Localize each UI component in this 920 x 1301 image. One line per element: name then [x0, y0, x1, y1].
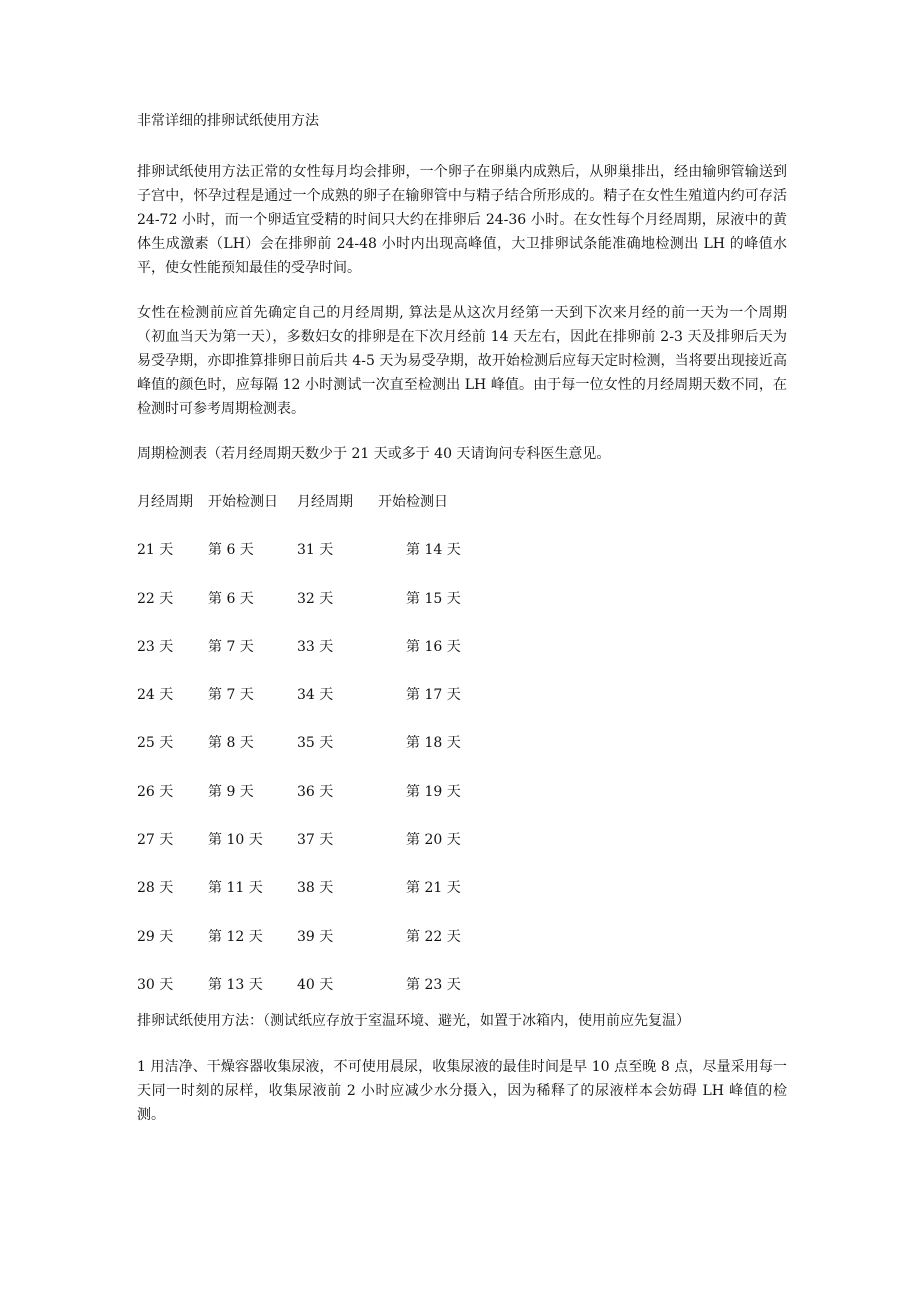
- table-row: [137, 683, 787, 731]
- table-cell: 25 天: [137, 735, 174, 752]
- table-cell: 39 天: [297, 928, 334, 945]
- table-row: [137, 538, 787, 586]
- table-cell: 24 天: [137, 687, 174, 704]
- table-cell: 第 10 天: [208, 832, 263, 849]
- table-header-row: [137, 490, 787, 538]
- table-cell: 第 13 天: [208, 976, 263, 993]
- table-cell: 33 天: [297, 638, 334, 655]
- table-cell: 32 天: [297, 590, 334, 607]
- table-cell: 第 22 天: [406, 928, 461, 945]
- table-cell: 29 天: [137, 928, 174, 945]
- table-cell: 22 天: [137, 590, 174, 607]
- table-row: [137, 828, 787, 876]
- table-cell: 26 天: [137, 783, 174, 800]
- table-caption: 周期检测表（若月经周期天数少于 21 天或多于 40 天请询问专科医生意见。: [137, 446, 611, 462]
- table-cell: 第 11 天: [208, 880, 263, 897]
- table-cell: 27 天: [137, 832, 174, 849]
- table-cell: 31 天: [297, 542, 334, 559]
- table-cell: 第 12 天: [208, 928, 263, 945]
- table-row: [137, 876, 787, 924]
- intro-paragraph: 排卵试纸使用方法正常的女性每月均会排卵，一个卵子在卵巢内成熟后，从卵巢排出，经由输卵管输送到子宫中，怀孕过程是通过一个成熟的卵子在输卵管中与精子结合所形成的。精子在女性生殖道内约可存活 24-72 小时，而一个卵适宜受精的时间只大约在排卵后 24-36 小时。在女性每个月经周期，尿液中的黄体生成激素（LH）会在排卵前 24-48 小时内出现高峰值，大卫排卵试条能准确地检测出 LH 的峰值水平，使女性能预知最佳的受孕时间。: [137, 164, 787, 276]
- table-cell: 第 6 天: [208, 590, 254, 607]
- table-cell: 28 天: [137, 880, 174, 897]
- table-header-cell: 开始检测日: [378, 494, 448, 510]
- table-cell: 第 19 天: [406, 783, 461, 800]
- table-cell: 第 23 天: [406, 976, 461, 993]
- table-cell: 第 16 天: [406, 638, 461, 655]
- table-cell: 第 14 天: [406, 542, 461, 559]
- table-cell: 35 天: [297, 735, 334, 752]
- table-cell: 38 天: [297, 880, 334, 897]
- document-page: [137, 108, 787, 1127]
- table-header-cell: 月经周期: [137, 494, 193, 510]
- table-cell: 第 8 天: [208, 735, 254, 752]
- usage-step-1: 1 用洁净、干燥容器收集尿液，不可使用晨尿，收集尿液的最佳时间是早 10 点至晚 8 点，尽量采用每一天同一时刻的尿样，收集尿液前 2 小时应减少水分摄入，因为稀释了的尿液样本会妨碍 LH 峰值的检测。: [137, 1059, 787, 1124]
- table-cell: 21 天: [137, 542, 174, 559]
- table-header-cell: 月经周期: [297, 494, 353, 510]
- table-row: [137, 925, 787, 973]
- table-cell: 36 天: [297, 783, 334, 800]
- table-cell: 第 7 天: [208, 687, 254, 704]
- table-cell: 40 天: [297, 976, 334, 993]
- table-cell: 第 18 天: [406, 735, 461, 752]
- table-row: [137, 731, 787, 779]
- table-cell: 30 天: [137, 976, 174, 993]
- table-row: [137, 635, 787, 683]
- table-cell: 23 天: [137, 638, 174, 655]
- table-cell: 第 7 天: [208, 638, 254, 655]
- cycle-paragraph: 女性在检测前应首先确定自己的月经周期, 算法是从这次月经第一天到下次来月经的前一天为一个周期（初血当天为第一天），多数妇女的排卵是在下次月经前 14 天左右，因此在排卵前 2-3 天及排卵后天为易受孕期，亦即推算排卵日前后共 4-5 天为易受孕期，故开始检测后应每天定时检测，当将要出现接近高峰值的颜色时，应每隔 12 小时测试一次直至检测出 LH 峰值。由于每一位女性的月经周期天数不同，在检测时可参考周期检测表。: [137, 305, 787, 417]
- cycle-detection-table: [137, 490, 787, 1021]
- usage-heading: 排卵试纸使用方法：（测试纸应存放于室温环境、避光，如置于冰箱内，使用前应先复温）: [137, 1013, 690, 1030]
- table-cell: 第 6 天: [208, 542, 254, 559]
- table-cell: 第 20 天: [406, 832, 461, 849]
- table-cell: 第 17 天: [406, 687, 461, 704]
- table-row: [137, 587, 787, 635]
- document-title: 非常详细的排卵试纸使用方法: [137, 113, 319, 129]
- table-row: [137, 780, 787, 828]
- table-row: [137, 973, 787, 1021]
- table-cell: 37 天: [297, 832, 334, 849]
- table-header-cell: 开始检测日: [208, 494, 278, 510]
- table-cell: 第 21 天: [406, 880, 461, 897]
- table-cell: 34 天: [297, 687, 334, 704]
- table-cell: 第 15 天: [406, 590, 461, 607]
- table-cell: 第 9 天: [208, 783, 254, 800]
